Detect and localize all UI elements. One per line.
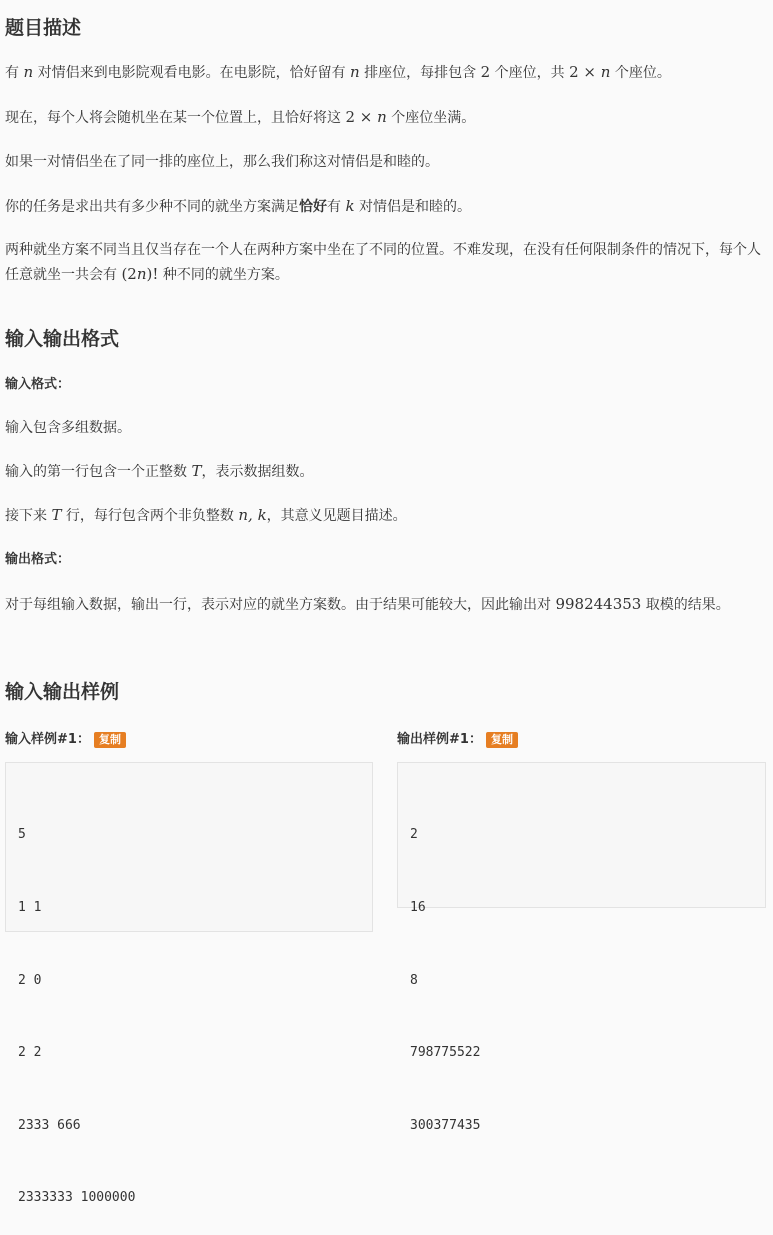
- text: 对于每组输入数据，输出一行，表示对应的就坐方案数。由于结果可能较大，因此输出对: [5, 597, 556, 613]
- input-format-line-3: [5, 503, 768, 528]
- math-modulus: 998244353: [555, 595, 642, 613]
- text: 两种就坐方案不同当且仅当存在一个人在两种方案中坐在了不同的位置。不难发现，在没有任何限制条件的情况下，每个人任意就坐一共会有: [5, 242, 761, 283]
- input-format-line-2: [5, 459, 768, 484]
- copy-input-button[interactable]: 复制: [94, 732, 126, 748]
- code-line: 1 1: [18, 900, 42, 916]
- math-t: T: [191, 462, 202, 480]
- code-line: 2 0: [18, 972, 42, 988]
- code-line: 2333333 1000000: [18, 1190, 136, 1206]
- math-expr: 2 ×: [345, 108, 378, 126]
- text: 有: [327, 199, 346, 215]
- paragraph-random-seating: [5, 105, 768, 130]
- paragraph-couples: [5, 60, 768, 85]
- bold-text: 恰好: [299, 199, 327, 215]
- text: 个座位，共: [490, 65, 570, 81]
- text: 现在，每个人将会随机坐在某一个位置上，且恰好将这: [5, 110, 346, 126]
- code-line: 798775522: [410, 1045, 481, 1061]
- input-format-line-1: 输入包含多组数据。: [5, 420, 131, 436]
- text: 对情侣是和睦的。: [354, 199, 471, 215]
- section-title-io-format: 输入输出格式: [5, 328, 120, 350]
- text: 你的任务是求出共有多少种不同的就坐方案满足: [5, 199, 299, 215]
- copy-output-button[interactable]: 复制: [486, 732, 518, 748]
- text: 取模的结果。: [641, 597, 730, 613]
- math-nk: n, k: [238, 506, 267, 524]
- math-t: T: [51, 506, 62, 524]
- output-format-line-1: [5, 592, 768, 617]
- paragraph-seating-difference: [5, 238, 768, 287]
- code-line: 5: [18, 827, 26, 843]
- sample-output-box[interactable]: [397, 762, 766, 1133]
- text: 种不同的就坐方案。: [158, 267, 289, 283]
- code-line: 16: [410, 900, 426, 916]
- section-title-description: 题目描述: [5, 17, 82, 39]
- text: 排座位，每排包含: [359, 65, 481, 81]
- sample-input-box[interactable]: [5, 762, 373, 1206]
- sample-input-label: [5, 728, 126, 752]
- text: ，其意义见题目描述。: [266, 508, 407, 524]
- paragraph-harmonious-definition: 如果一对情侣坐在了同一排的座位上，那么我们称这对情侣是和睦的。: [5, 154, 439, 170]
- section-title-samples: 输入输出样例: [5, 681, 120, 703]
- math-k: k: [345, 197, 355, 215]
- text: 接下来: [5, 508, 52, 524]
- text: 有: [5, 65, 24, 81]
- math-n: n: [350, 63, 360, 81]
- text: 个座位。: [610, 65, 671, 81]
- math-two: 2: [480, 63, 491, 81]
- math-expr: (2: [121, 265, 137, 283]
- output-format-label: 输出格式：: [5, 552, 71, 567]
- math-expr: 2 ×: [569, 63, 601, 81]
- text: 输入的第一行包含一个正整数: [5, 464, 192, 480]
- math-n: n: [600, 63, 611, 81]
- text: ，表示数据组数。: [201, 464, 314, 480]
- text: 个座位坐满。: [386, 110, 476, 126]
- text: 行，每行包含两个非负整数: [61, 508, 239, 524]
- sample-output-label: [397, 728, 518, 752]
- math-expr: )!: [146, 265, 159, 283]
- label-text: 输入样例#1：: [5, 732, 90, 747]
- input-format-label: 输入格式：: [5, 377, 71, 392]
- math-n: n: [136, 265, 147, 283]
- code-line: 300377435: [410, 1117, 481, 1133]
- code-line: 2: [410, 827, 418, 843]
- text: 对情侣来到电影院观看电影。在电影院，恰好留有: [33, 65, 351, 81]
- code-line: 2 2: [18, 1045, 42, 1061]
- label-text: 输出样例#1：: [397, 732, 482, 747]
- code-line: 8: [410, 972, 418, 988]
- math-n: n: [23, 63, 34, 81]
- code-line: 2333 666: [18, 1117, 81, 1133]
- paragraph-task: [5, 194, 768, 219]
- math-n: n: [377, 108, 387, 126]
